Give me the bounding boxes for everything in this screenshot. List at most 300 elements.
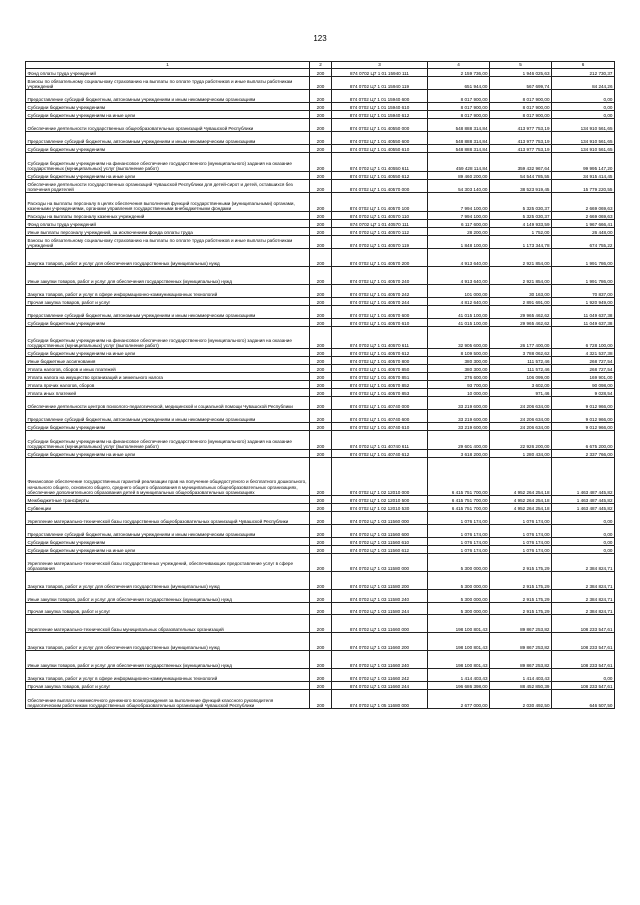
row-classification-cell: 874 0702 Ц7 1 03 11660 200 bbox=[332, 633, 428, 651]
row-classification-cell: 874 0702 Ц7 1 01 40570 851 bbox=[332, 373, 428, 381]
row-code-cell: 200 bbox=[310, 690, 332, 709]
row-name-cell: Предоставление субсидий бюджетным, автономным учреждениям и иным некоммерческим организациям bbox=[26, 90, 310, 103]
row-name-cell: Субсидии бюджетным учреждениям bbox=[26, 538, 310, 546]
row-classification-cell: 874 0702 Ц7 1 01 40550 611 bbox=[332, 153, 428, 172]
row-classification-cell: 874 0702 Ц7 1 01 40570 100 bbox=[332, 193, 428, 212]
row-code-cell: 200 bbox=[310, 172, 332, 180]
row-approved-cell: 548 888 314,84 bbox=[428, 145, 490, 153]
table-row bbox=[26, 327, 615, 349]
row-code-cell: 200 bbox=[310, 381, 332, 389]
row-code-cell: 200 bbox=[310, 431, 332, 450]
row-name-cell: Субсидии бюджетным учреждениям на иные цели bbox=[26, 172, 310, 180]
table-row bbox=[26, 212, 615, 220]
row-approved-cell: 33 219 600,00 bbox=[428, 423, 490, 431]
row-unexecuted-cell: 0,00 bbox=[552, 525, 615, 538]
row-approved-cell: 2 677 000,00 bbox=[428, 690, 490, 709]
row-classification-cell: 874 0702 Ц7 1 03 11660 242 bbox=[332, 669, 428, 682]
row-name-cell: Субсидии бюджетным учреждениям на финансовое обеспечение государственного (муниципального) задания на оказание государственных (муниципальных) услуг (выполнение работ) bbox=[26, 431, 310, 450]
row-executed-cell: 2 921 854,00 bbox=[490, 249, 552, 267]
row-name-cell: Закупка товаров, работ и услуг в сфере информационно-коммуникационных технологий bbox=[26, 285, 310, 298]
row-name-cell: Обеспечение выплаты ежемесячного денежного вознаграждения за выполнение функций классного руководителя педагогическим работникам государственных общеобразовательных организаций Чувашской Республики bbox=[26, 690, 310, 709]
row-classification-cell: 874 0702 Ц7 1 01 40570 110 bbox=[332, 212, 428, 220]
row-approved-cell: 5 300 000,00 bbox=[428, 590, 490, 603]
table-row bbox=[26, 267, 615, 285]
column-header: 5 bbox=[490, 62, 552, 69]
row-code-cell: 200 bbox=[310, 267, 332, 285]
row-approved-cell: 1 848 100,00 bbox=[428, 236, 490, 249]
row-classification-cell: 874 0702 Ц7 1 01 40570 240 bbox=[332, 267, 428, 285]
row-unexecuted-cell: 2 337 766,00 bbox=[552, 450, 615, 458]
row-classification-cell: 874 0702 Ц7 1 01 40740 000 bbox=[332, 397, 428, 410]
table-row bbox=[26, 669, 615, 682]
row-name-cell: Укрепление материально-технической базы государственных учреждений, обеспечивающих предоставление услуг в сфере образования bbox=[26, 554, 310, 572]
row-executed-cell: 24 206 634,00 bbox=[490, 423, 552, 431]
row-unexecuted-cell: 1 967 666,41 bbox=[552, 220, 615, 228]
row-unexecuted-cell: 1 463 487 445,82 bbox=[552, 496, 615, 504]
row-code-cell: 200 bbox=[310, 77, 332, 90]
row-unexecuted-cell: 26 448,00 bbox=[552, 228, 615, 236]
row-executed-cell: 8 017 900,00 bbox=[490, 111, 552, 119]
row-code-cell: 200 bbox=[310, 228, 332, 236]
row-classification-cell: 874 0702 Ц7 1 01 40550 000 bbox=[332, 119, 428, 132]
row-code-cell: 200 bbox=[310, 220, 332, 228]
row-unexecuted-cell: 108 233 547,61 bbox=[552, 651, 615, 669]
row-approved-cell: 33 219 600,00 bbox=[428, 397, 490, 410]
row-approved-cell: 93 700,00 bbox=[428, 381, 490, 389]
row-unexecuted-cell: 70 837,00 bbox=[552, 285, 615, 298]
row-name-cell: Обеспечение деятельности государственных организаций Чувашской Республики для детей-сирот и детей, оставшихся без попечения родителей bbox=[26, 180, 310, 193]
row-approved-cell: 548 888 314,84 bbox=[428, 132, 490, 145]
row-classification-cell: 874 0702 Ц7 1 01 15940 600 bbox=[332, 90, 428, 103]
row-approved-cell: 198 100 801,43 bbox=[428, 615, 490, 633]
row-code-cell: 200 bbox=[310, 538, 332, 546]
table-row bbox=[26, 69, 615, 77]
table-row bbox=[26, 546, 615, 554]
budget-table bbox=[25, 61, 615, 709]
row-code-cell: 200 bbox=[310, 306, 332, 319]
row-approved-cell: 4 913 640,00 bbox=[428, 267, 490, 285]
row-code-cell: 200 bbox=[310, 389, 332, 397]
row-executed-cell: 38 523 919,45 bbox=[490, 180, 552, 193]
table-row bbox=[26, 615, 615, 633]
row-classification-cell: 874 0702 Ц7 1 03 11580 244 bbox=[332, 603, 428, 615]
row-code-cell: 200 bbox=[310, 373, 332, 381]
row-classification-cell: 874 0702 Ц7 1 01 40550 610 bbox=[332, 145, 428, 153]
row-classification-cell: 874 0702 Ц7 1 01 40550 612 bbox=[332, 172, 428, 180]
row-classification-cell: 874 0702 Ц7 1 01 15940 610 bbox=[332, 103, 428, 111]
row-executed-cell: 2 915 175,29 bbox=[490, 554, 552, 572]
row-classification-cell: 874 0702 Ц7 1 03 11560 612 bbox=[332, 546, 428, 554]
row-executed-cell: 8 017 900,00 bbox=[490, 90, 552, 103]
row-name-cell: Субвенции bbox=[26, 504, 310, 512]
row-classification-cell: 874 0702 Ц7 1 02 12010 000 bbox=[332, 458, 428, 496]
row-name-cell: Иные бюджетные ассигнования bbox=[26, 357, 310, 365]
row-code-cell: 200 bbox=[310, 145, 332, 153]
row-executed-cell: 111 572,46 bbox=[490, 357, 552, 365]
row-executed-cell: 4 149 933,59 bbox=[490, 220, 552, 228]
row-unexecuted-cell: 0,00 bbox=[552, 111, 615, 119]
table-row bbox=[26, 538, 615, 546]
table-row bbox=[26, 554, 615, 572]
row-approved-cell: 41 015 100,00 bbox=[428, 319, 490, 327]
row-classification-cell: 874 0702 Ц7 1 01 15940 111 bbox=[332, 69, 428, 77]
row-name-cell: Фонд оплаты труда учреждений bbox=[26, 220, 310, 228]
row-unexecuted-cell: 1 463 487 445,82 bbox=[552, 458, 615, 496]
row-unexecuted-cell: 9 028,54 bbox=[552, 389, 615, 397]
row-unexecuted-cell: 134 910 561,65 bbox=[552, 132, 615, 145]
row-code-cell: 200 bbox=[310, 554, 332, 572]
column-header: 6 bbox=[552, 62, 615, 69]
row-name-cell: Закупка товаров, работ и услуг для обеспечения государственных (муниципальных) нужд bbox=[26, 633, 310, 651]
column-header: 3 bbox=[332, 62, 428, 69]
row-code-cell: 200 bbox=[310, 525, 332, 538]
row-classification-cell: 874 0702 Ц7 1 01 40740 600 bbox=[332, 410, 428, 423]
row-unexecuted-cell: 9 012 966,00 bbox=[552, 423, 615, 431]
row-executed-cell: 4 952 264 254,18 bbox=[490, 496, 552, 504]
row-approved-cell: 380 300,00 bbox=[428, 357, 490, 365]
row-executed-cell: 2 915 175,29 bbox=[490, 572, 552, 590]
page-number: 123 bbox=[313, 34, 327, 43]
row-unexecuted-cell: 268 727,54 bbox=[552, 357, 615, 365]
table-row bbox=[26, 458, 615, 496]
row-executed-cell: 4 952 264 254,18 bbox=[490, 458, 552, 496]
row-executed-cell: 2 891 691,00 bbox=[490, 298, 552, 306]
table-row bbox=[26, 682, 615, 690]
row-classification-cell: 874 0702 Ц7 1 01 40570 000 bbox=[332, 180, 428, 193]
row-name-cell: Субсидии бюджетным учреждениям bbox=[26, 145, 310, 153]
row-executed-cell: 54 544 785,55 bbox=[490, 172, 552, 180]
row-name-cell: Предоставление субсидий бюджетным, автономным учреждениям и иным некоммерческим организациям bbox=[26, 132, 310, 145]
row-classification-cell: 874 0702 Ц7 1 03 11560 000 bbox=[332, 512, 428, 525]
row-unexecuted-cell: 0,00 bbox=[552, 103, 615, 111]
row-classification-cell: 874 0702 Ц7 1 01 40570 853 bbox=[332, 389, 428, 397]
row-name-cell: Уплата иных платежей bbox=[26, 389, 310, 397]
column-header: 4 bbox=[428, 62, 490, 69]
row-approved-cell: 8 017 900,00 bbox=[428, 103, 490, 111]
row-name-cell: Расходы на выплаты персоналу казенных учреждений bbox=[26, 212, 310, 220]
row-unexecuted-cell: 212 730,37 bbox=[552, 69, 615, 77]
table-row bbox=[26, 77, 615, 90]
row-unexecuted-cell: 1 463 487 445,82 bbox=[552, 504, 615, 512]
row-code-cell: 200 bbox=[310, 119, 332, 132]
row-unexecuted-cell: 6 728 100,00 bbox=[552, 327, 615, 349]
row-classification-cell: 874 0702 Ц7 1 01 40570 610 bbox=[332, 319, 428, 327]
row-name-cell: Расходы на выплаты персоналу в целях обеспечения выполнения функций государственными (муниципальными) органами, казенными учреждениями, органами управления государственными внебюджетными фондами bbox=[26, 193, 310, 212]
row-approved-cell: 196 686 398,00 bbox=[428, 682, 490, 690]
row-approved-cell: 6 415 751 700,00 bbox=[428, 504, 490, 512]
row-name-cell: Иные закупки товаров, работ и услуг для обеспечения государственных (муниципальных) нужд bbox=[26, 590, 310, 603]
row-name-cell: Предоставление субсидий бюджетным, автономным учреждениям и иным некоммерческим организациям bbox=[26, 410, 310, 423]
row-approved-cell: 459 428 114,84 bbox=[428, 153, 490, 172]
table-row bbox=[26, 103, 615, 111]
row-classification-cell: 874 0702 Ц7 1 03 11560 600 bbox=[332, 525, 428, 538]
row-classification-cell: 874 0702 Ц7 1 01 15940 612 bbox=[332, 111, 428, 119]
row-executed-cell: 1 752,00 bbox=[490, 228, 552, 236]
table-row bbox=[26, 119, 615, 132]
row-approved-cell: 54 303 140,00 bbox=[428, 180, 490, 193]
row-approved-cell: 1 076 174,00 bbox=[428, 512, 490, 525]
table-row bbox=[26, 249, 615, 267]
row-executed-cell: 1 946 025,63 bbox=[490, 69, 552, 77]
row-classification-cell: 874 0702 Ц7 1 03 11580 240 bbox=[332, 590, 428, 603]
row-executed-cell: 89 867 253,82 bbox=[490, 633, 552, 651]
row-executed-cell: 8 017 900,00 bbox=[490, 103, 552, 111]
table-row bbox=[26, 633, 615, 651]
row-approved-cell: 5 300 000,00 bbox=[428, 554, 490, 572]
row-approved-cell: 1 076 174,00 bbox=[428, 525, 490, 538]
table-row bbox=[26, 603, 615, 615]
row-executed-cell: 1 414 403,43 bbox=[490, 669, 552, 682]
row-classification-cell: 874 0702 Ц7 1 01 40570 111 bbox=[332, 220, 428, 228]
row-approved-cell: 198 100 801,43 bbox=[428, 651, 490, 669]
row-code-cell: 200 bbox=[310, 496, 332, 504]
row-unexecuted-cell: 0,00 bbox=[552, 512, 615, 525]
row-unexecuted-cell: 1 991 786,00 bbox=[552, 267, 615, 285]
table-row bbox=[26, 525, 615, 538]
row-classification-cell: 874 0702 Ц7 1 03 11660 240 bbox=[332, 651, 428, 669]
row-approved-cell: 4 812 640,00 bbox=[428, 298, 490, 306]
row-name-cell: Фонд оплаты труда учреждений bbox=[26, 69, 310, 77]
row-name-cell: Субсидии бюджетным учреждениям на финансовое обеспечение государственного (муниципального) задания на оказание государственных (муниципальных) услуг (выполнение работ) bbox=[26, 153, 310, 172]
row-code-cell: 200 bbox=[310, 212, 332, 220]
column-header: 2 bbox=[310, 62, 332, 69]
table-row bbox=[26, 496, 615, 504]
row-approved-cell: 6 117 600,00 bbox=[428, 220, 490, 228]
row-classification-cell: 874 0702 Ц7 1 01 40740 610 bbox=[332, 423, 428, 431]
row-approved-cell: 1 076 174,00 bbox=[428, 538, 490, 546]
table-row bbox=[26, 285, 615, 298]
row-approved-cell: 29 601 400,00 bbox=[428, 431, 490, 450]
row-approved-cell: 651 944,00 bbox=[428, 77, 490, 90]
row-name-cell: Субсидии бюджетным учреждениям на иные цели bbox=[26, 450, 310, 458]
row-unexecuted-cell: 15 779 220,55 bbox=[552, 180, 615, 193]
row-code-cell: 200 bbox=[310, 349, 332, 357]
row-executed-cell: 3 788 062,62 bbox=[490, 349, 552, 357]
table-row bbox=[26, 381, 615, 389]
row-code-cell: 200 bbox=[310, 615, 332, 633]
table-row bbox=[26, 423, 615, 431]
row-approved-cell: 8 017 900,00 bbox=[428, 90, 490, 103]
row-unexecuted-cell: 134 910 561,65 bbox=[552, 119, 615, 132]
row-approved-cell: 32 905 600,00 bbox=[428, 327, 490, 349]
row-unexecuted-cell: 2 669 069,63 bbox=[552, 193, 615, 212]
row-classification-cell: 874 0702 Ц7 1 03 11580 200 bbox=[332, 572, 428, 590]
row-unexecuted-cell: 84 244,26 bbox=[552, 77, 615, 90]
table-row bbox=[26, 220, 615, 228]
row-executed-cell: 29 965 462,62 bbox=[490, 306, 552, 319]
row-classification-cell: 874 0702 Ц7 1 02 12010 530 bbox=[332, 504, 428, 512]
row-unexecuted-cell: 11 049 637,38 bbox=[552, 319, 615, 327]
column-header: 1 bbox=[26, 62, 310, 69]
row-approved-cell: 101 000,00 bbox=[428, 285, 490, 298]
row-executed-cell: 413 977 753,19 bbox=[490, 145, 552, 153]
row-executed-cell: 359 432 967,64 bbox=[490, 153, 552, 172]
row-name-cell: Прочая закупка товаров, работ и услуг bbox=[26, 682, 310, 690]
row-code-cell: 200 bbox=[310, 357, 332, 365]
row-classification-cell: 874 0702 Ц7 1 01 40570 600 bbox=[332, 306, 428, 319]
row-code-cell: 200 bbox=[310, 285, 332, 298]
row-approved-cell: 6 415 751 700,00 bbox=[428, 496, 490, 504]
table-row bbox=[26, 389, 615, 397]
row-unexecuted-cell: 169 901,00 bbox=[552, 373, 615, 381]
row-name-cell: Субсидии бюджетным учреждениям на иные цели bbox=[26, 111, 310, 119]
row-unexecuted-cell: 90 098,00 bbox=[552, 381, 615, 389]
row-code-cell: 200 bbox=[310, 365, 332, 373]
row-classification-cell: 874 0702 Ц7 1 02 12010 500 bbox=[332, 496, 428, 504]
row-executed-cell: 30 163,00 bbox=[490, 285, 552, 298]
row-name-cell: Взносы по обязательному социальному страхованию на выплаты по оплате труда работников и иные выплаты работникам учреждений bbox=[26, 236, 310, 249]
row-unexecuted-cell: 2 669 069,63 bbox=[552, 212, 615, 220]
table-row bbox=[26, 365, 615, 373]
row-unexecuted-cell: 9 012 966,00 bbox=[552, 410, 615, 423]
row-approved-cell: 380 300,00 bbox=[428, 365, 490, 373]
row-name-cell: Финансовое обеспечение государственных гарантий реализации прав на получение общедоступного и бесплатного дошкольного, начального общего, основного общего, среднего общего образования в муниципальных общеобразовательных организациях, обеспечение дополнительного образования детей в муниципальных общеобразовательных организациях bbox=[26, 458, 310, 496]
row-classification-cell: 874 0702 Ц7 1 01 40570 200 bbox=[332, 249, 428, 267]
table-row bbox=[26, 357, 615, 365]
table-row bbox=[26, 450, 615, 458]
row-name-cell: Уплата прочих налогов, сборов bbox=[26, 381, 310, 389]
row-unexecuted-cell: 2 384 824,71 bbox=[552, 554, 615, 572]
row-code-cell: 200 bbox=[310, 423, 332, 431]
row-approved-cell: 3 618 200,00 bbox=[428, 450, 490, 458]
table-row bbox=[26, 306, 615, 319]
table-header-row bbox=[26, 62, 615, 69]
row-approved-cell: 7 994 100,00 bbox=[428, 193, 490, 212]
row-classification-cell: 874 0702 Ц7 1 03 11580 000 bbox=[332, 554, 428, 572]
row-approved-cell: 5 300 000,00 bbox=[428, 603, 490, 615]
row-executed-cell: 88 452 850,39 bbox=[490, 682, 552, 690]
table-row bbox=[26, 410, 615, 423]
row-code-cell: 200 bbox=[310, 572, 332, 590]
table-row bbox=[26, 690, 615, 709]
row-unexecuted-cell: 108 233 547,61 bbox=[552, 633, 615, 651]
row-classification-cell: 874 0702 Ц7 1 01 15940 119 bbox=[332, 77, 428, 90]
row-name-cell: Субсидии бюджетным учреждениям bbox=[26, 103, 310, 111]
table-row bbox=[26, 228, 615, 236]
row-code-cell: 200 bbox=[310, 590, 332, 603]
table-row bbox=[26, 298, 615, 306]
row-unexecuted-cell: 0,00 bbox=[552, 90, 615, 103]
row-unexecuted-cell: 1 920 949,00 bbox=[552, 298, 615, 306]
row-name-cell: Взносы по обязательному социальному страхованию на выплаты по оплате труда работников и иные выплаты работникам учреждений bbox=[26, 77, 310, 90]
row-name-cell: Закупка товаров, работ и услуг для обеспечения государственных (муниципальных) нужд bbox=[26, 572, 310, 590]
row-classification-cell: 874 0702 Ц7 1 01 40570 242 bbox=[332, 285, 428, 298]
row-classification-cell: 874 0702 Ц7 1 01 40570 850 bbox=[332, 365, 428, 373]
row-executed-cell: 24 206 634,00 bbox=[490, 397, 552, 410]
table-row bbox=[26, 373, 615, 381]
row-unexecuted-cell: 0,00 bbox=[552, 538, 615, 546]
row-unexecuted-cell: 9 012 966,00 bbox=[552, 397, 615, 410]
row-unexecuted-cell: 4 321 537,38 bbox=[552, 349, 615, 357]
row-executed-cell: 1 076 174,00 bbox=[490, 538, 552, 546]
row-code-cell: 200 bbox=[310, 132, 332, 145]
row-executed-cell: 2 915 175,29 bbox=[490, 590, 552, 603]
row-code-cell: 200 bbox=[310, 327, 332, 349]
table-row bbox=[26, 90, 615, 103]
row-name-cell: Обеспечение деятельности государственных общеобразовательных организаций Чувашской Республики bbox=[26, 119, 310, 132]
row-name-cell: Предоставление субсидий бюджетным, автономным учреждениям и иным некоммерческим организациям bbox=[26, 306, 310, 319]
row-executed-cell: 106 099,00 bbox=[490, 373, 552, 381]
table-row bbox=[26, 504, 615, 512]
row-name-cell: Субсидии бюджетным учреждениям на иные цели bbox=[26, 546, 310, 554]
row-approved-cell: 1 414 403,43 bbox=[428, 669, 490, 682]
row-executed-cell: 5 325 030,37 bbox=[490, 193, 552, 212]
row-approved-cell: 5 300 000,00 bbox=[428, 572, 490, 590]
row-executed-cell: 1 076 174,00 bbox=[490, 546, 552, 554]
row-name-cell: Субсидии бюджетным учреждениям bbox=[26, 319, 310, 327]
row-unexecuted-cell: 2 384 824,71 bbox=[552, 603, 615, 615]
row-classification-cell: 874 0702 Ц7 1 01 40740 611 bbox=[332, 431, 428, 450]
row-code-cell: 200 bbox=[310, 546, 332, 554]
table-row bbox=[26, 180, 615, 193]
row-code-cell: 200 bbox=[310, 103, 332, 111]
row-classification-cell: 874 0702 Ц7 1 01 40570 112 bbox=[332, 228, 428, 236]
row-executed-cell: 3 602,00 bbox=[490, 381, 552, 389]
row-unexecuted-cell: 268 727,54 bbox=[552, 365, 615, 373]
row-approved-cell: 548 888 314,84 bbox=[428, 119, 490, 132]
row-code-cell: 200 bbox=[310, 450, 332, 458]
row-executed-cell: 24 206 634,00 bbox=[490, 410, 552, 423]
row-executed-cell: 413 977 753,19 bbox=[490, 119, 552, 132]
row-code-cell: 200 bbox=[310, 397, 332, 410]
row-classification-cell: 874 0702 Ц7 1 01 40570 611 bbox=[332, 327, 428, 349]
row-executed-cell: 1 173 344,78 bbox=[490, 236, 552, 249]
table-row bbox=[26, 236, 615, 249]
row-executed-cell: 111 572,46 bbox=[490, 365, 552, 373]
row-classification-cell: 874 0702 Ц7 1 01 40570 800 bbox=[332, 357, 428, 365]
row-approved-cell: 28 200,00 bbox=[428, 228, 490, 236]
table-row bbox=[26, 512, 615, 525]
row-approved-cell: 6 415 751 700,00 bbox=[428, 458, 490, 496]
table-row bbox=[26, 193, 615, 212]
row-unexecuted-cell: 108 233 547,61 bbox=[552, 615, 615, 633]
row-code-cell: 200 bbox=[310, 236, 332, 249]
table-row bbox=[26, 349, 615, 357]
row-classification-cell: 874 0702 Ц7 1 05 11680 000 bbox=[332, 690, 428, 709]
row-approved-cell: 8 017 900,00 bbox=[428, 111, 490, 119]
table-row bbox=[26, 153, 615, 172]
row-executed-cell: 413 977 753,19 bbox=[490, 132, 552, 145]
row-name-cell: Прочая закупка товаров, работ и услуг bbox=[26, 603, 310, 615]
row-name-cell: Укрепление материально-технической базы государственных общеобразовательных организаций Чувашской Республики bbox=[26, 512, 310, 525]
row-approved-cell: 198 100 801,43 bbox=[428, 633, 490, 651]
row-code-cell: 200 bbox=[310, 651, 332, 669]
row-unexecuted-cell: 646 507,50 bbox=[552, 690, 615, 709]
row-name-cell: Закупка товаров, работ и услуг в сфере информационно-коммуникационных технологий bbox=[26, 669, 310, 682]
row-unexecuted-cell: 2 384 824,71 bbox=[552, 590, 615, 603]
row-classification-cell: 874 0702 Ц7 1 03 11660 000 bbox=[332, 615, 428, 633]
row-approved-cell: 4 913 640,00 bbox=[428, 249, 490, 267]
row-unexecuted-cell: 99 995 147,20 bbox=[552, 153, 615, 172]
row-code-cell: 200 bbox=[310, 669, 332, 682]
row-name-cell: Межбюджетные трансферты bbox=[26, 496, 310, 504]
row-name-cell: Обеспечение деятельности центров психолого-педагогической, медицинской и социальной помощи Чувашской Республики bbox=[26, 397, 310, 410]
row-name-cell: Субсидии бюджетным учреждениям bbox=[26, 423, 310, 431]
table-row bbox=[26, 590, 615, 603]
row-code-cell: 200 bbox=[310, 458, 332, 496]
row-name-cell: Субсидии бюджетным учреждениям на финансовое обеспечение государственного (муниципального) задания на оказание государственных (муниципальных) услуг (выполнение работ) bbox=[26, 327, 310, 349]
row-classification-cell: 874 0702 Ц7 1 01 40570 852 bbox=[332, 381, 428, 389]
row-classification-cell: 874 0702 Ц7 1 03 11660 244 bbox=[332, 682, 428, 690]
row-classification-cell: 874 0702 Ц7 1 01 40570 244 bbox=[332, 298, 428, 306]
row-code-cell: 200 bbox=[310, 90, 332, 103]
row-approved-cell: 10 000,00 bbox=[428, 389, 490, 397]
row-code-cell: 200 bbox=[310, 682, 332, 690]
row-name-cell: Иные закупки товаров, работ и услуг для обеспечения государственных (муниципальных) нужд bbox=[26, 651, 310, 669]
row-classification-cell: 874 0702 Ц7 1 03 11560 610 bbox=[332, 538, 428, 546]
table-row bbox=[26, 132, 615, 145]
row-classification-cell: 874 0702 Ц7 1 01 40570 119 bbox=[332, 236, 428, 249]
